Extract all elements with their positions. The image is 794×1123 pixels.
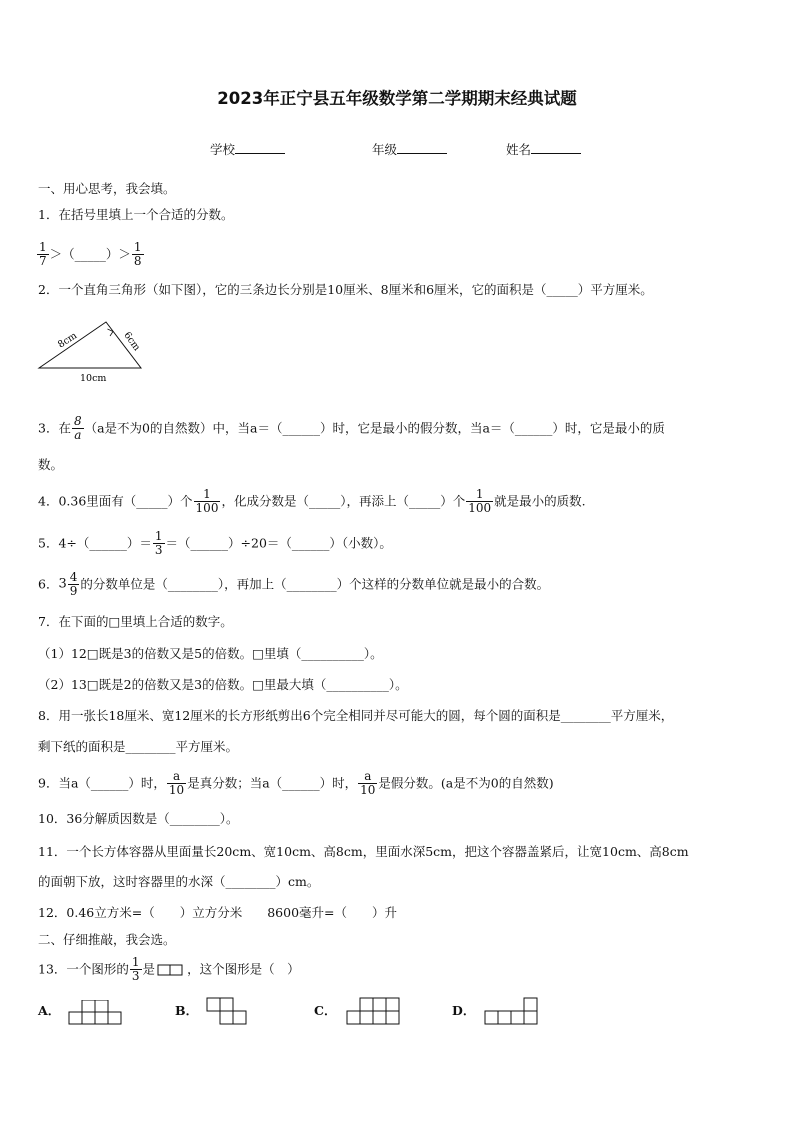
school-field[interactable] [210, 140, 285, 159]
school-blank[interactable] [235, 140, 285, 154]
inequality-text: ＞（_____）＞ [49, 246, 131, 262]
question-11: 11．一个长方体容器从里面量长20cm、宽10cm、高8cm，里面水深5cm，把这个容器盖紧后，让宽10cm、高8cm [38, 844, 689, 859]
option-d[interactable] [452, 1002, 475, 1020]
question-6: 6．3 $\frac{4}{9}$ 的分数单位是（________），再加上（________）个这样的分数单位就是最小的合数。 [38, 570, 550, 598]
fraction: $\frac{4}{9}$ [69, 570, 78, 598]
fraction: $\frac{1}{3}$ [131, 955, 140, 983]
grade-field[interactable] [372, 140, 447, 159]
question-8-cont: 剩下纸的面积是________平方厘米。 [38, 739, 239, 754]
option-a-label: A． [38, 1003, 61, 1018]
two-square-shape [157, 964, 185, 976]
fraction: $\frac{a}{10}$ [360, 769, 376, 797]
option-c[interactable] [314, 1002, 336, 1020]
question-1: 1．在括号里填上一个合适的分数。 [38, 207, 234, 222]
option-a[interactable] [38, 1002, 60, 1020]
fraction: $\frac{1}{100}$ [195, 487, 219, 515]
option-c-shape[interactable] [346, 997, 404, 1027]
option-b-shape[interactable] [206, 997, 250, 1027]
question-9: 9．当a（______）时， $\frac{a}{10}$ 是真分数；当a（______）时， $\frac{a}{10}$ 是假分数。(a是不为0的自然数) [38, 769, 554, 797]
page-title: 2023年正宁县五年级数学第二学期期末经典试题 [217, 89, 577, 108]
question-2: 2．一个直角三角形（如下图），它的三条边长分别是10厘米、8厘米和6厘米，它的面积是（_____）平方厘米。 [38, 282, 653, 297]
name-label: 姓名 [506, 142, 532, 157]
question-3-cont: 数。 [38, 457, 64, 472]
question-8: 8．用一张长18厘米、宽12厘米的长方形纸剪出6个完全相同并尽可能大的圆，每个圆的面积是________平方厘米， [38, 708, 674, 723]
label-8cm: 8cm [56, 330, 80, 351]
question-7-part-1: （1）12□既是3的倍数又是5的倍数。□里填（__________）。 [38, 646, 383, 661]
fraction: $\frac{1}{8}$ [133, 240, 142, 268]
option-b[interactable] [175, 1002, 198, 1020]
question-11-cont: 的面朝下放，这时容器里的水深（________）cm。 [38, 874, 320, 889]
question-7: 7．在下面的□里填上合适的数字。 [38, 614, 233, 629]
fraction: $\frac{8}{a}$ [73, 414, 82, 442]
right-triangle-figure [36, 318, 151, 386]
option-d-shape[interactable] [484, 997, 542, 1027]
school-label: 学校 [210, 142, 236, 157]
question-4: 4．0.36里面有（_____）个 $\frac{1}{100}$ ，化成分数是（_____），再添上（_____）个 $\frac{1}{100}$ 就是最小的质数. [38, 487, 586, 515]
question-12: 12．0.46立方米=（ ）立方分米 8600毫升=（ ）升 [38, 905, 397, 920]
option-d-label: D． [452, 1003, 476, 1018]
question-3: 3．在 $\frac{8}{a}$ （a是不为0的自然数）中，当a＝（______）时，它是最小的假分数，当a＝（______）时，它是最小的质 [38, 414, 665, 442]
question-13: 13．一个图形的 $\frac{1}{3}$ 是 ，这个图形是（ ） [38, 955, 300, 983]
name-blank[interactable] [531, 140, 581, 154]
question-10: 10．36分解质因数是（________）。 [38, 811, 239, 826]
section-1-heading: 一、用心思考，我会填。 [38, 181, 176, 196]
fraction: $\frac{a}{10}$ [168, 769, 185, 797]
mixed-number-whole: 3 [58, 576, 67, 592]
label-6cm: 6cm [121, 330, 143, 354]
grade-label: 年级 [372, 142, 398, 157]
fraction: $\frac{1}{3}$ [154, 529, 163, 557]
option-c-label: C． [314, 1003, 337, 1018]
name-field[interactable] [506, 140, 581, 159]
question-7-part-2: （2）13□既是2的倍数又是3的倍数。□里最大填（__________）。 [38, 677, 408, 692]
question-5: 5．4÷（______）＝ $\frac{1}{3}$ ＝（______）÷20＝（______）（小数）。 [38, 529, 392, 557]
label-10cm: 10cm [80, 373, 107, 384]
option-b-label: B． [175, 1003, 199, 1018]
fraction: $\frac{1}{7}$ [39, 240, 47, 268]
section-2-heading: 二、仔细推敲，我会选。 [38, 932, 176, 947]
option-a-shape[interactable] [68, 1000, 124, 1026]
grade-blank[interactable] [397, 140, 447, 154]
question-1-expression [36, 238, 145, 271]
fraction: $\frac{1}{100}$ [468, 487, 492, 515]
